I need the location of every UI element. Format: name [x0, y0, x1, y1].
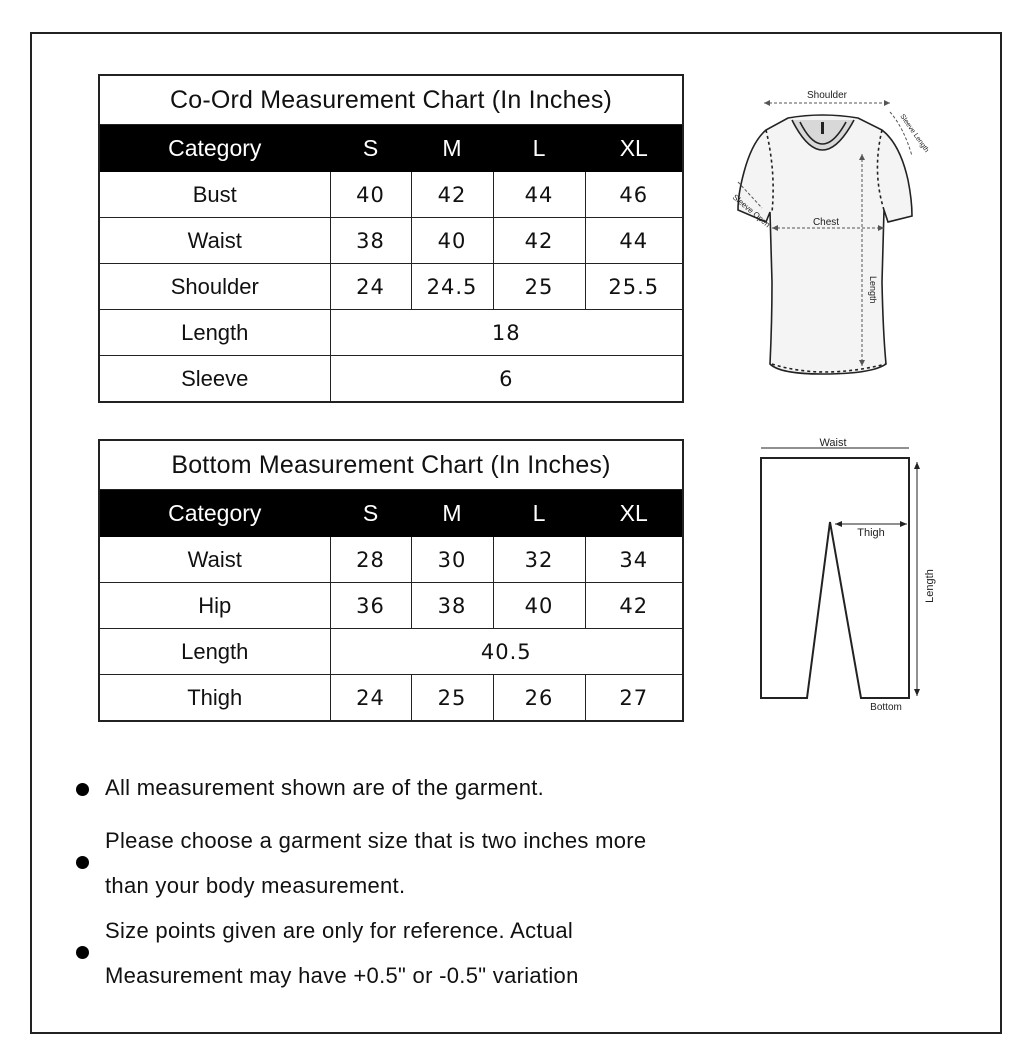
header-size-l: L — [493, 125, 585, 172]
header-category: Category — [99, 125, 330, 172]
waist-label: Waist — [819, 437, 847, 449]
note-line: Measurement may have +0.5" or -0.5" variation — [105, 963, 579, 988]
note-line: All measurement shown are of the garment. — [105, 775, 545, 800]
tshirt-diagram — [722, 82, 930, 384]
merged-value-cell: 6 — [330, 356, 683, 403]
category-cell: Shoulder — [99, 264, 330, 310]
value-cell: 28 — [330, 537, 411, 583]
bullet-icon — [76, 946, 89, 959]
value-cell: 24 — [330, 675, 411, 722]
value-cell: 24 — [330, 264, 411, 310]
sleeve-length-label: Sleeve Length — [898, 113, 930, 154]
header-size-l: L — [493, 490, 585, 537]
notes-list — [72, 765, 772, 998]
coord-measurement-table — [98, 74, 684, 403]
value-cell: 30 — [411, 537, 493, 583]
table-row — [99, 537, 683, 583]
category-cell: Waist — [99, 218, 330, 264]
header-size-m: M — [411, 490, 493, 537]
table-row — [99, 356, 683, 403]
category-cell: Length — [99, 310, 330, 356]
header-size-xl: XL — [585, 490, 683, 537]
value-cell: 36 — [330, 583, 411, 629]
category-cell: Waist — [99, 537, 330, 583]
bullet-icon — [76, 783, 89, 796]
category-cell: Length — [99, 629, 330, 675]
coord-table-title: Co-Ord Measurement Chart (In Inches) — [99, 75, 683, 125]
shoulder-label: Shoulder — [806, 90, 848, 101]
header-size-xl: XL — [585, 125, 683, 172]
value-cell: 40 — [411, 218, 493, 264]
value-cell: 27 — [585, 675, 683, 722]
category-cell: Sleeve — [99, 356, 330, 403]
note-item — [72, 908, 772, 998]
table-row — [99, 583, 683, 629]
bottom-table-title: Bottom Measurement Chart (In Inches) — [99, 440, 683, 490]
value-cell: 32 — [493, 537, 585, 583]
value-cell: 38 — [411, 583, 493, 629]
value-cell: 42 — [493, 218, 585, 264]
table-row — [99, 675, 683, 722]
value-cell: 38 — [330, 218, 411, 264]
note-item — [72, 818, 772, 908]
note-line: Please choose a garment size that is two inches more — [105, 828, 647, 853]
value-cell: 44 — [585, 218, 683, 264]
header-size-s: S — [330, 125, 411, 172]
category-cell: Bust — [99, 172, 330, 218]
value-cell: 42 — [411, 172, 493, 218]
value-cell: 40 — [330, 172, 411, 218]
value-cell: 46 — [585, 172, 683, 218]
merged-value-cell: 18 — [330, 310, 683, 356]
length-label: Length — [868, 276, 878, 304]
table-row — [99, 264, 683, 310]
note-item — [72, 765, 772, 810]
value-cell: 42 — [585, 583, 683, 629]
pants-diagram — [755, 434, 945, 718]
value-cell: 40 — [493, 583, 585, 629]
header-size-m: M — [411, 125, 493, 172]
table-row — [99, 218, 683, 264]
bottom-label: Bottom — [870, 702, 902, 713]
thigh-label: Thigh — [857, 527, 885, 539]
chest-label: Chest — [812, 217, 840, 228]
value-cell: 24.5 — [411, 264, 493, 310]
value-cell: 25 — [493, 264, 585, 310]
table-row — [99, 310, 683, 356]
merged-value-cell: 40.5 — [330, 629, 683, 675]
value-cell: 44 — [493, 172, 585, 218]
header-size-s: S — [330, 490, 411, 537]
note-line: Size points given are only for reference. Actual — [105, 918, 574, 943]
value-cell: 25.5 — [585, 264, 683, 310]
category-cell: Thigh — [99, 675, 330, 722]
bottom-measurement-table — [98, 439, 684, 722]
pants-length-label: Length — [924, 569, 936, 603]
value-cell: 34 — [585, 537, 683, 583]
table-row — [99, 629, 683, 675]
table-row — [99, 172, 683, 218]
sleeve-open-label: Sleeve Open — [730, 192, 772, 230]
note-line: than your body measurement. — [105, 873, 406, 898]
category-cell: Hip — [99, 583, 330, 629]
bullet-icon — [76, 856, 89, 869]
value-cell: 26 — [493, 675, 585, 722]
value-cell: 25 — [411, 675, 493, 722]
header-category: Category — [99, 490, 330, 537]
